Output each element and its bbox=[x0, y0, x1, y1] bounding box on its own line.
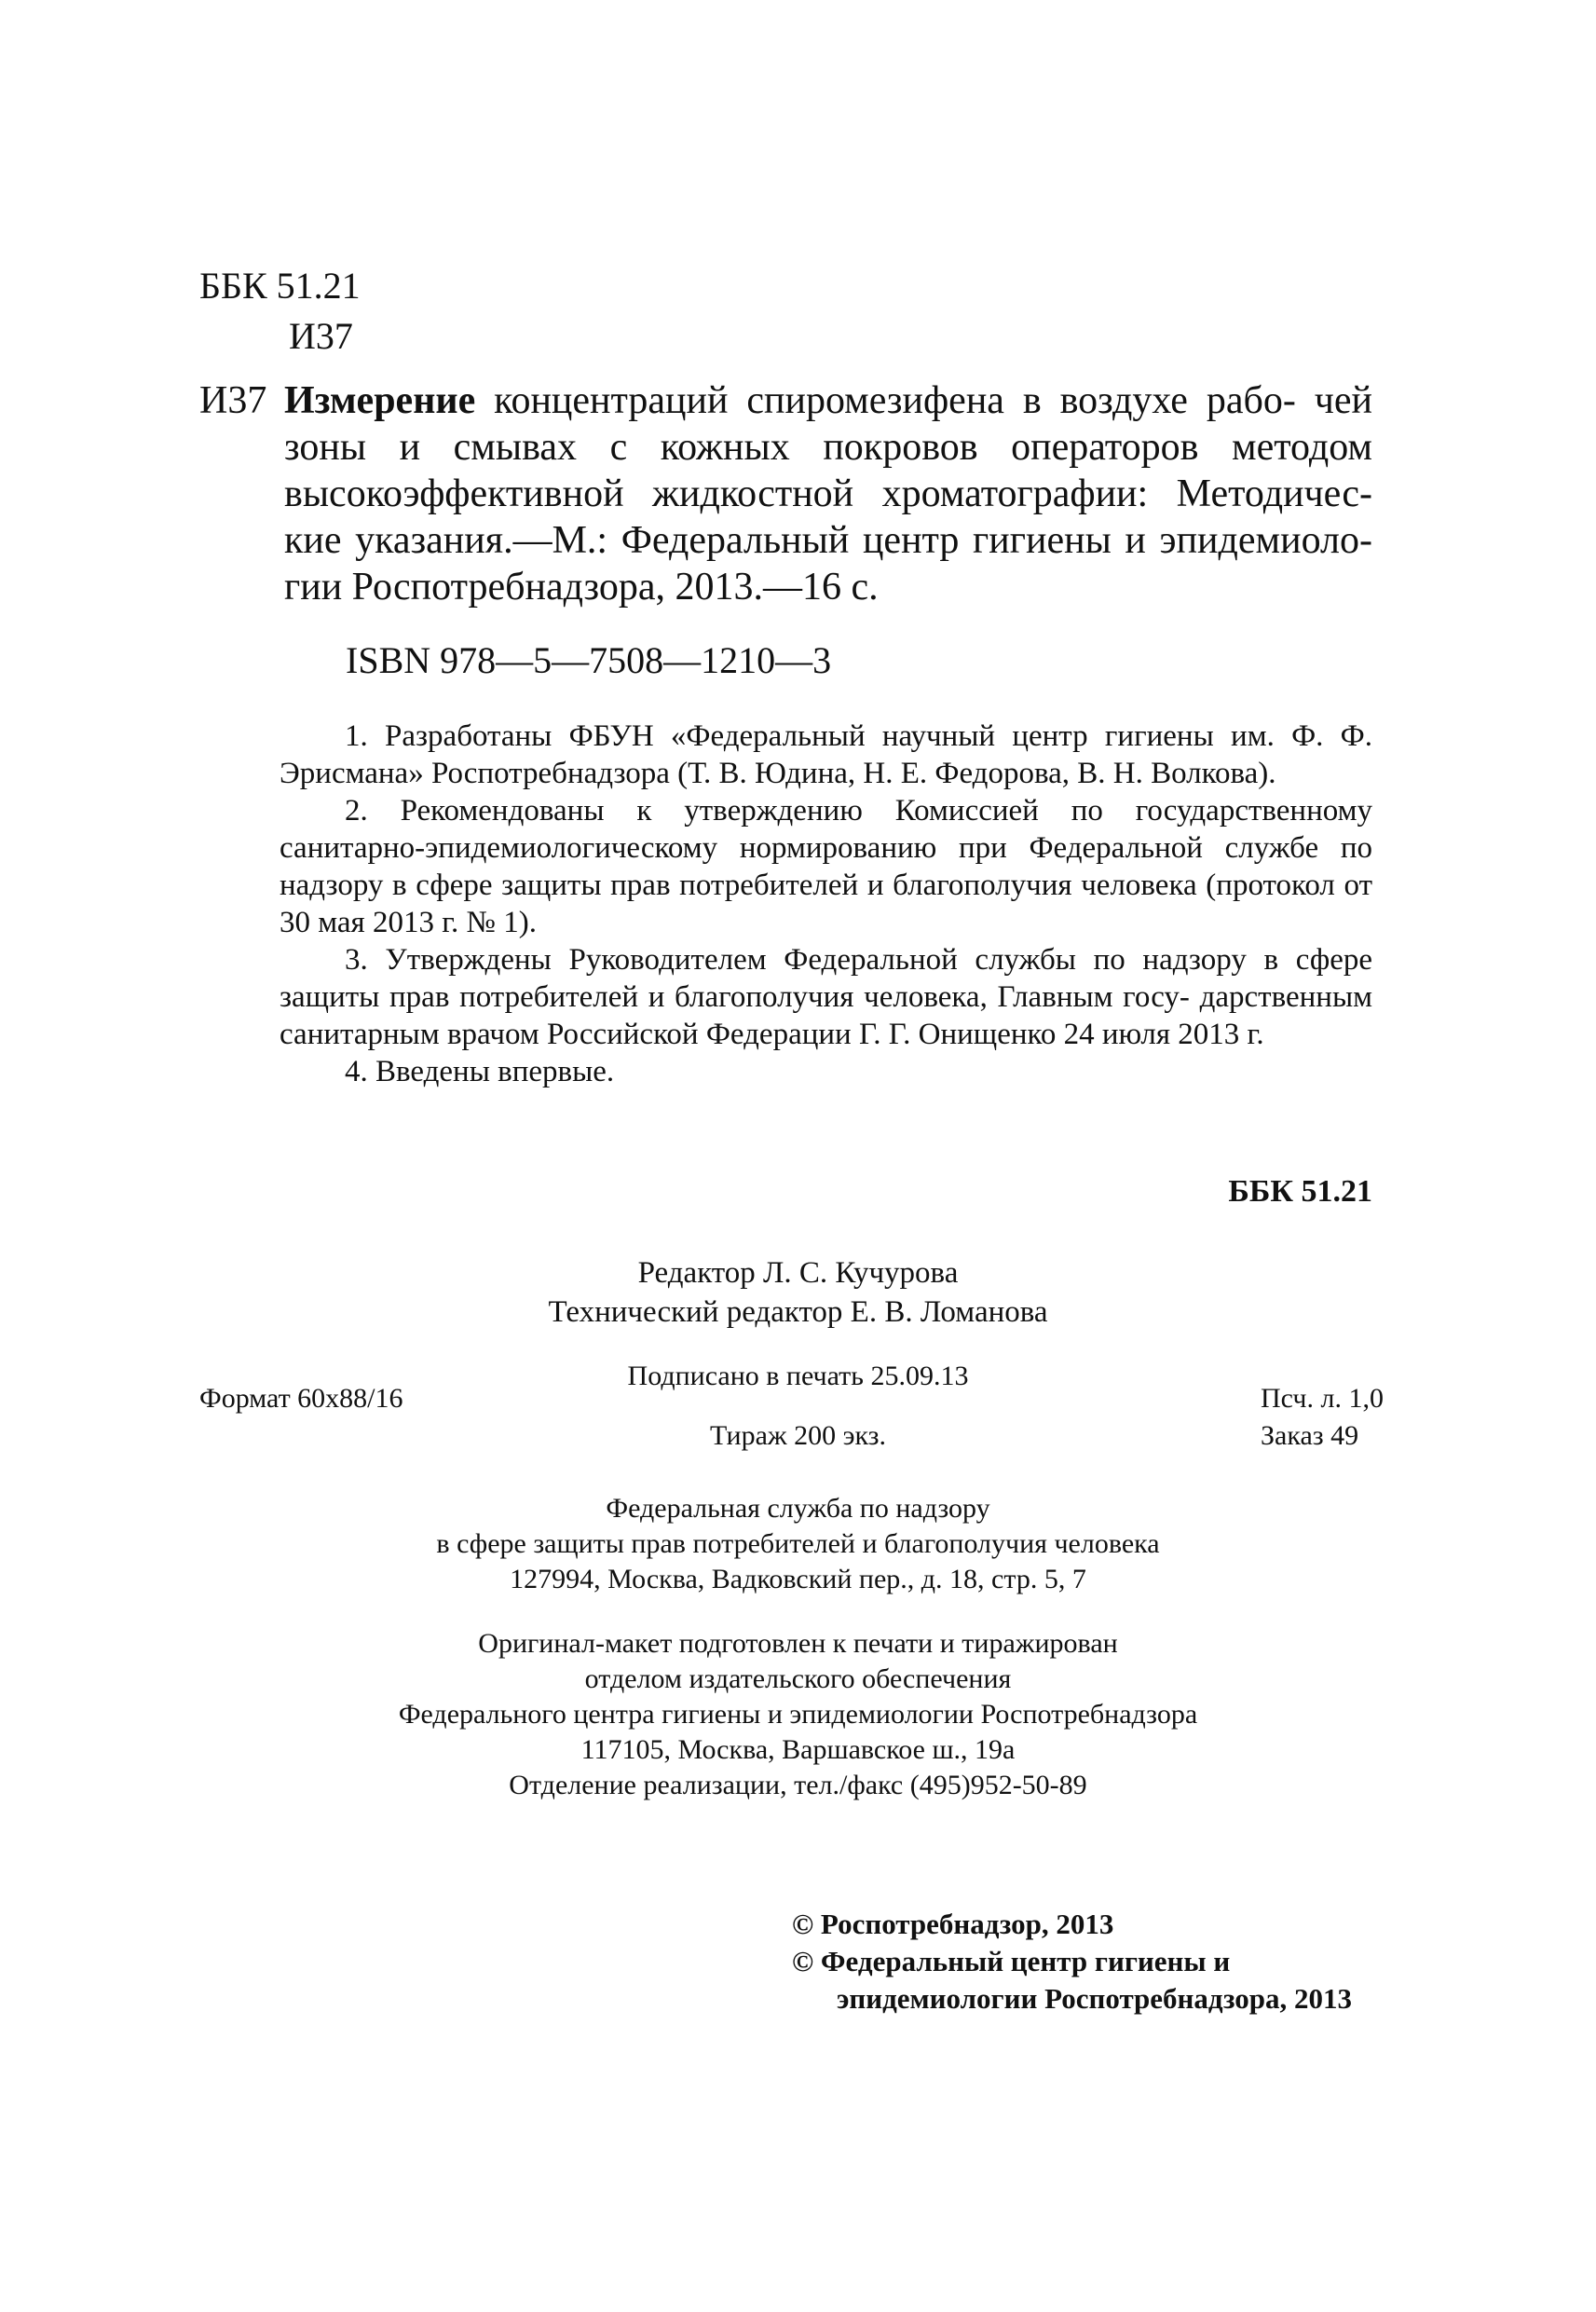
bibliographic-entry bbox=[284, 377, 1372, 610]
order-number: Заказ 49 bbox=[1261, 1420, 1359, 1451]
agency-line: в сфере защиты прав потребителей и благополучия человека bbox=[436, 1528, 1160, 1559]
entry-line: гии Роспотребнадзора, 2013.—16 с. bbox=[284, 566, 879, 609]
entry-title-bold: Измерение bbox=[284, 379, 476, 422]
print-sheets: Псч. л. 1,0 bbox=[1261, 1383, 1384, 1414]
note-3: 3. Утверждены Руководителем Федеральной службы по надзору в сфере защиты прав потребителей и благополучия человека, Главным госу- дарственным санитарным врачом Российской Федерации Г. Г. Онищенко 24 июля 2013 г. bbox=[280, 943, 1373, 1051]
entry-line: высокоэффективной жидкостной хроматографии: Методичес- bbox=[284, 472, 1372, 515]
agency-line: 127994, Москва, Вадковский пер., д. 18, стр. 5, 7 bbox=[510, 1564, 1086, 1594]
publisher-line: 117105, Москва, Варшавское ш., 19а bbox=[580, 1734, 1016, 1765]
agency-line: Федеральная служба по надзору bbox=[606, 1493, 990, 1524]
bbk-footer: ББК 51.21 bbox=[1228, 1174, 1372, 1209]
note-4: 4. Введены впервые. bbox=[345, 1055, 615, 1088]
notes-list bbox=[280, 718, 1372, 1090]
entry-line: концентраций спиромезифена в воздухе рабо- bbox=[494, 379, 1296, 422]
isbn: ISBN 978—5—7508—1210—3 bbox=[346, 639, 832, 681]
circulation: Тираж 200 экз. bbox=[709, 1420, 887, 1451]
publisher-line: Отделение реализации, тел./факс (495)952-50-89 bbox=[509, 1770, 1087, 1800]
note-1: 1. Разработаны ФБУН «Федеральный научный центр гигиены им. Ф. Ф. Эрисмана» Роспотребнадзора (Т. В. Юдина, Н. Е. Федорова, В. Н. Волкова). bbox=[280, 719, 1373, 790]
print-format: Формат 60x88/16 bbox=[199, 1383, 403, 1414]
editor: Редактор Л. С. Кучурова bbox=[637, 1256, 959, 1290]
publisher-line: Оригинал-макет подготовлен к печати и тиражирован bbox=[478, 1628, 1118, 1659]
agency-block bbox=[0, 1491, 1596, 1597]
copyright-block bbox=[792, 1906, 1352, 2018]
copyright-line: эпидемиологии Роспотребнадзора, 2013 bbox=[837, 1982, 1352, 2015]
signed-for-print: Подписано в печать 25.09.13 bbox=[627, 1361, 969, 1391]
copyright-line: © Федеральный центр гигиены и bbox=[792, 1945, 1231, 1977]
entry-line: кие указания.—М.: Федеральный центр гигиены и эпидемиоло- bbox=[284, 519, 1372, 562]
publisher-block bbox=[0, 1626, 1596, 1803]
entry-index: И37 bbox=[199, 379, 267, 422]
copyright-line: © Роспотребнадзор, 2013 bbox=[792, 1908, 1114, 1940]
publisher-line: Федерального центра гигиены и эпидемиологии Роспотребнадзора bbox=[398, 1699, 1198, 1730]
entry-line: чей зоны и смывах с кожных покровов операторов методом bbox=[284, 379, 1373, 469]
bbk-code: ББК 51.21 bbox=[199, 265, 361, 307]
technical-editor: Технический редактор Е. В. Ломанова bbox=[548, 1295, 1048, 1329]
publisher-line: отделом издательского обеспечения bbox=[584, 1663, 1012, 1694]
note-2: 2. Рекомендованы к утверждению Комиссией по государственному санитарно-эпидемиологическому нормированию при Федеральной службе по надзору в сфере защиты прав потребителей и благополучия человека (протокол от 30 мая 2013 г. № 1). bbox=[280, 794, 1373, 939]
author-index: И37 bbox=[289, 315, 353, 357]
